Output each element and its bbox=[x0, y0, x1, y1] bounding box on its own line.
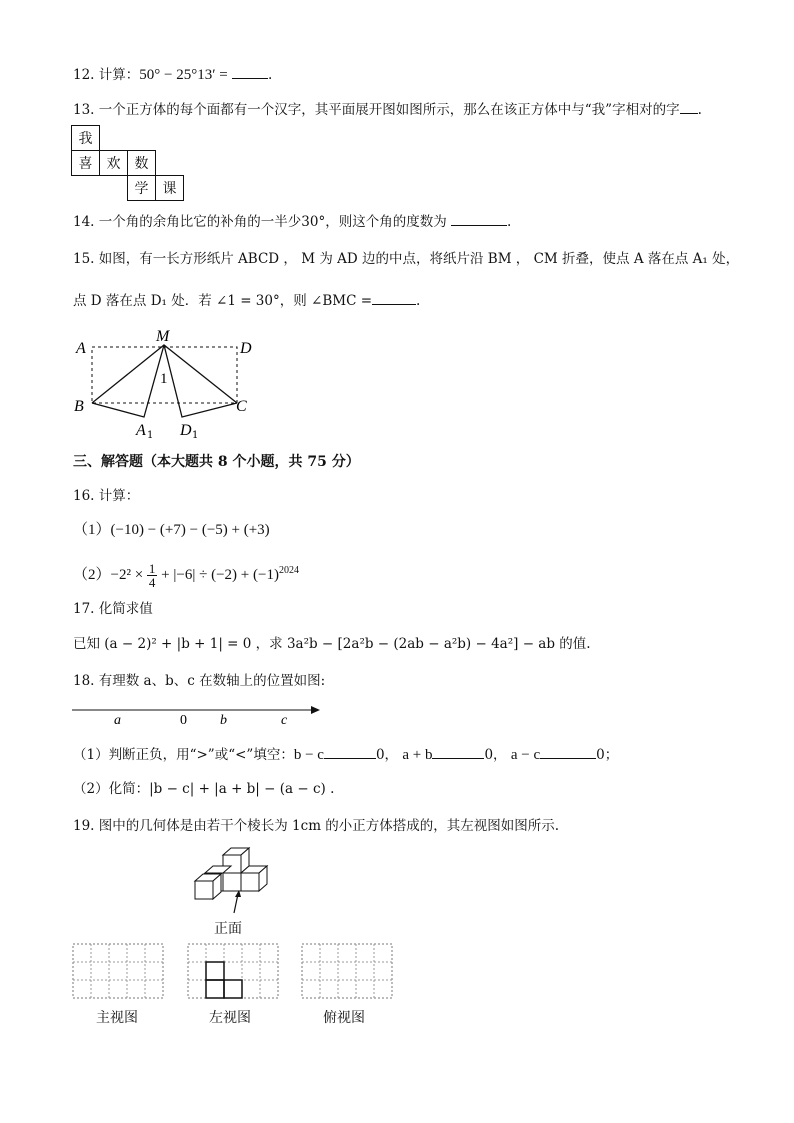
main-view-grid bbox=[72, 944, 164, 998]
q18-p1-zero1: 0， bbox=[375, 747, 399, 763]
question-16-part1: （1）(−10) − (+7) − (−5) + (+3) bbox=[73, 522, 270, 538]
question-13 bbox=[73, 101, 702, 119]
q14-text: 14. 一个角的余角比它的补角的一半少30°，则这个角的度数为 bbox=[73, 214, 447, 230]
question-18-title: 18. 有理数 a、b、c 在数轴上的位置如图: bbox=[73, 673, 326, 689]
left-view-label: 左视图 bbox=[209, 1010, 251, 1026]
view-square bbox=[206, 980, 224, 998]
top-view-label: 俯视图 bbox=[323, 1010, 365, 1026]
answer-blank bbox=[540, 746, 596, 759]
answer-blank bbox=[324, 746, 376, 759]
grid-border bbox=[302, 944, 392, 998]
label-A: A bbox=[76, 340, 86, 357]
answer-blank bbox=[432, 746, 484, 759]
net-cell: 课 bbox=[156, 176, 184, 201]
main-view-label: 主视图 bbox=[96, 1010, 138, 1026]
question-16-title: 16. 计算： bbox=[73, 488, 140, 504]
fold-figure bbox=[72, 325, 272, 445]
label-C: C bbox=[236, 398, 247, 415]
q12-expression: 50° − 25°13′ = bbox=[139, 67, 228, 83]
q15-text: 点 D 落在点 D₁ 处．若 ∠1 = 30°，则 ∠BMC = bbox=[73, 293, 373, 309]
label-D1-sub: 1 bbox=[192, 430, 199, 441]
axis-label-c: c bbox=[281, 713, 288, 728]
label-M: M bbox=[156, 328, 170, 345]
question-19: 19. 图中的几何体是由若干个棱长为 1cm 的小正方体搭成的，其左视图如图所示. bbox=[73, 818, 560, 834]
q18-p1-text: （1）判断正负，用“>”或“<”填空： bbox=[73, 747, 294, 763]
answer-blank bbox=[372, 292, 416, 305]
q12-end: . bbox=[268, 67, 273, 83]
net-cell: 我 bbox=[72, 126, 100, 151]
net-cell: 喜 bbox=[72, 151, 100, 176]
label-A1: A bbox=[136, 422, 146, 439]
net-cell: 数 bbox=[128, 151, 156, 176]
grid-border bbox=[188, 944, 278, 998]
question-14 bbox=[73, 213, 511, 231]
top-view-grid bbox=[301, 944, 393, 998]
grid-border bbox=[73, 944, 163, 998]
question-18-part2: （2）化简：|b − c| + |a + b| − (a − c) . bbox=[73, 781, 335, 797]
question-16-part2 bbox=[73, 562, 299, 589]
question-17-body: 已知 (a − 2)² + |b + 1| = 0 ，求 3a²b − [2a²b − (2ab − a²b) − 4a²] − ab 的值. bbox=[73, 636, 591, 652]
q15-end: . bbox=[416, 293, 421, 309]
q16-p2-b: + |−6| ÷ (−2) + (−1) bbox=[161, 567, 279, 583]
left-view-grid bbox=[187, 944, 279, 998]
q18-p1-zero2: 0， bbox=[484, 747, 507, 763]
answer-blank bbox=[680, 101, 698, 114]
exponent: 2024 bbox=[278, 565, 299, 576]
axis-label-a: a bbox=[114, 713, 121, 728]
front-label: 正面 bbox=[214, 921, 242, 937]
question-15-line1: 15. 如图，有一长方形纸片 ABCD ， M 为 AD 边的中点，将纸片沿 BM ， CM 折叠，使点 A 落在点 A₁ 处， bbox=[73, 251, 740, 267]
fraction-numerator: 1 bbox=[148, 561, 156, 577]
angle-1-label: 1 bbox=[160, 371, 168, 387]
q13-text: 13. 一个正方体的每个面都有一个汉字，其平面展开图如图所示，那么在该正方体中与“我”字相对的字 bbox=[73, 102, 680, 118]
q18-expr-2: a + b bbox=[402, 747, 433, 763]
net-cell: 学 bbox=[128, 176, 156, 201]
q18-p1-zero3: 0； bbox=[596, 747, 619, 763]
view-square bbox=[224, 980, 242, 998]
view-square bbox=[206, 962, 224, 980]
net-cell: 欢 bbox=[100, 151, 128, 176]
answer-blank bbox=[232, 66, 268, 79]
section-heading: 三、解答题（本大题共 8 个小题，共 75 分） bbox=[73, 454, 360, 470]
axis-label-b: b bbox=[220, 713, 227, 728]
question-12 bbox=[73, 66, 272, 84]
label-B: B bbox=[74, 398, 84, 415]
question-15-line2 bbox=[73, 292, 420, 310]
question-17-title: 17. 化简求值 bbox=[73, 601, 153, 617]
fraction-denominator: 4 bbox=[148, 575, 156, 591]
q18-expr-1: b − c bbox=[293, 747, 324, 763]
q16-p2-a: （2）−2² × bbox=[73, 567, 144, 583]
q18-expr-3: a − c bbox=[510, 747, 541, 763]
q12-prefix: 12. 计算： bbox=[73, 67, 140, 83]
label-D1: D bbox=[180, 422, 192, 439]
label-D: D bbox=[240, 340, 252, 357]
cube-solid-figure bbox=[190, 845, 280, 915]
number-line bbox=[70, 700, 330, 730]
q14-end: . bbox=[507, 214, 512, 230]
fraction bbox=[147, 562, 158, 589]
question-18-part1 bbox=[73, 746, 618, 764]
q13-end: . bbox=[697, 102, 702, 118]
axis-label-zero: 0 bbox=[180, 713, 187, 728]
label-A1-sub: 1 bbox=[147, 430, 154, 441]
cube-net bbox=[71, 125, 184, 201]
answer-blank bbox=[451, 213, 507, 226]
